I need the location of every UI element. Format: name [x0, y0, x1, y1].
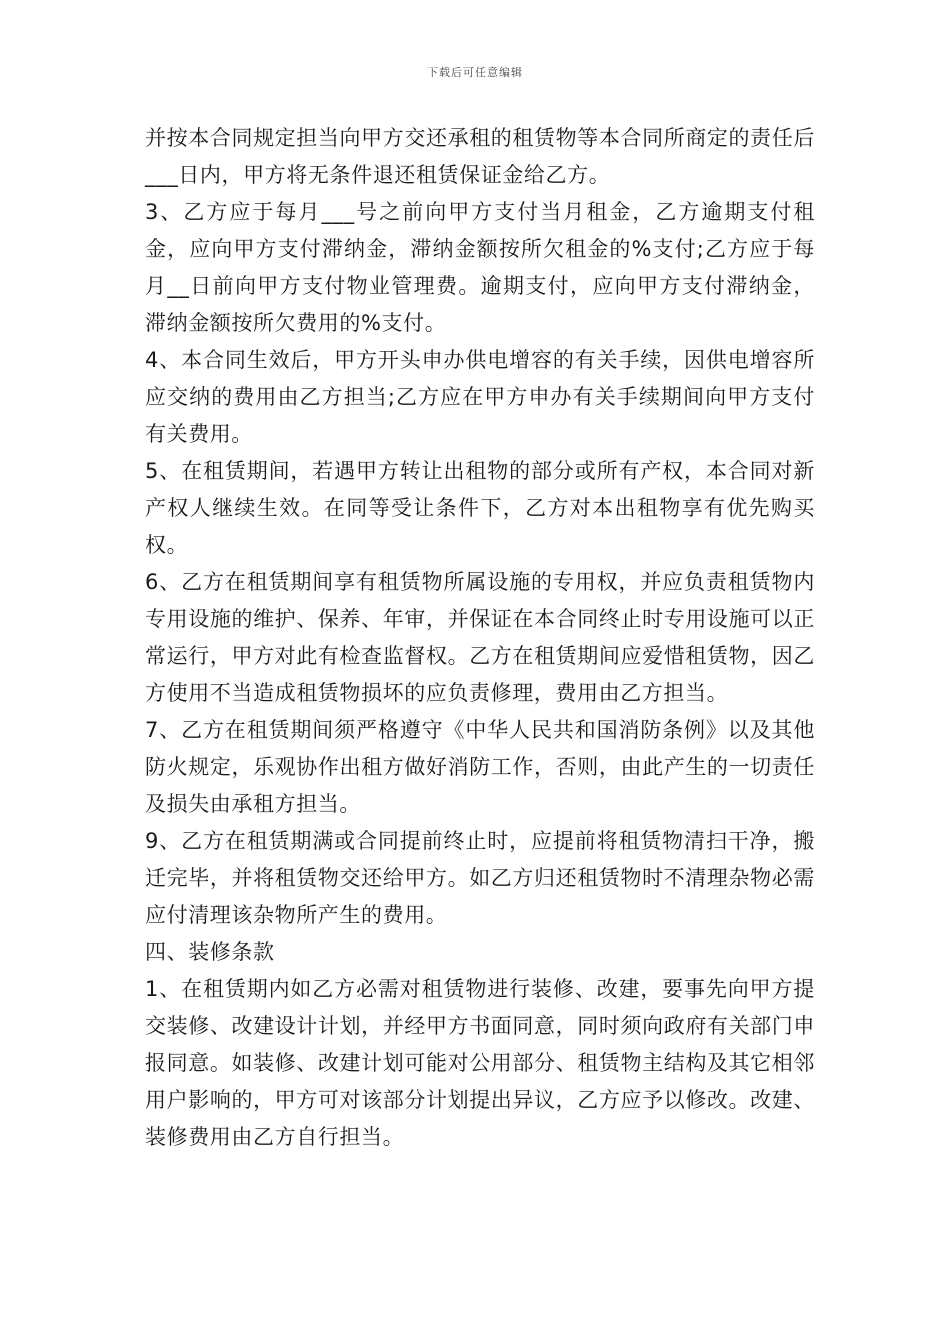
paragraph-clause-3: 3、乙方应于每月___号之前向甲方支付当月租金，乙方逾期支付租金，应向甲方支付滞纳金，滞纳金额按所欠租金的%支付;乙方应于每月__日前向甲方支付物业管理费。逾期支付，应向甲方支付滞纳金，滞纳金额按所欠费用的%支付。 — [145, 200, 815, 335]
paragraph-decoration-clause-1: 1、在租赁期内如乙方必需对租赁物进行装修、改建，要事先向甲方提交装修、改建设计计划，并经甲方书面同意，同时须向政府有关部门申报同意。如装修、改建计划可能对公用部分、租赁物主结构及其它相邻用户影响的，甲方可对该部分计划提出异议，乙方应予以修改。改建、装修费用由乙方自行担当。 — [145, 977, 815, 1149]
paragraph-clause-4: 4、本合同生效后，甲方开头申办供电增容的有关手续，因供电增容所应交纳的费用由乙方担当;乙方应在甲方申办有关手续期间向甲方支付有关费用。 — [145, 348, 815, 446]
paragraph-clause-9: 9、乙方在租赁期满或合同提前终止时，应提前将租赁物清扫干净，搬迁完毕，并将租赁物交还给甲方。如乙方归还租赁物时不清理杂物必需应付清理该杂物所产生的费用。 — [145, 829, 815, 927]
page-header: 下载后可任意编辑 — [427, 66, 523, 79]
paragraph-clause-7: 7、乙方在租赁期间须严格遵守《中华人民共和国消防条例》以及其他防火规定，乐观协作出租方做好消防工作，否则，由此产生的一切责任及损失由承租方担当。 — [145, 718, 815, 816]
paragraph-clause-5: 5、在租赁期间，若遇甲方转让出租物的部分或所有产权，本合同对新产权人继续生效。在同等受让条件下，乙方对本出租物享有优先购买权。 — [145, 459, 815, 557]
paragraph-clause-6: 6、乙方在租赁期间享有租赁物所属设施的专用权，并应负责租赁物内专用设施的维护、保养、年审，并保证在本合同终止时专用设施可以正常运行，甲方对此有检查监督权。乙方在租赁期间应爱惜租赁物，因乙方使用不当造成租赁物损坏的应负责修理，费用由乙方担当。 — [145, 570, 815, 705]
section-heading-decoration: 四、装修条款 — [145, 940, 275, 964]
paragraph-deposit-return: 并按本合同规定担当向甲方交还承租的租赁物等本合同所商定的责任后___日内，甲方将无条件退还租赁保证金给乙方。 — [145, 126, 815, 187]
document-body — [145, 120, 815, 1156]
